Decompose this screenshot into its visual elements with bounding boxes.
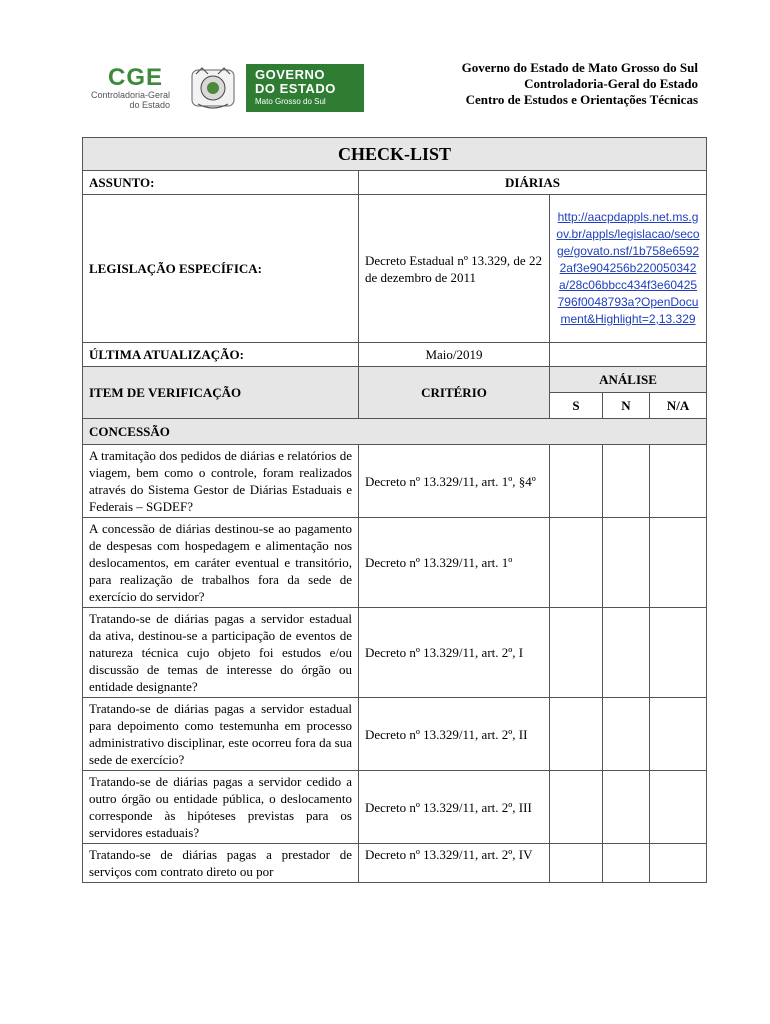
legislacao-label: LEGISLAÇÃO ESPECÍFICA: — [83, 195, 359, 343]
atualizacao-label: ÚLTIMA ATUALIZAÇÃO: — [83, 343, 359, 367]
cge-logo-line1: Controladoria-Geral — [90, 90, 170, 100]
row-check-na[interactable] — [650, 844, 707, 883]
checklist-table — [82, 137, 707, 883]
row-check-s[interactable] — [550, 698, 603, 771]
row-check-s[interactable] — [550, 608, 603, 698]
row-criterio: Decreto nº 13.329/11, art. 2º, II — [359, 698, 550, 771]
col-criterio-header: CRITÉRIO — [359, 367, 550, 419]
assunto-label: ASSUNTO: — [83, 171, 359, 195]
cge-logo-subtitle — [78, 90, 170, 110]
row-check-n[interactable] — [603, 518, 650, 608]
row-check-n[interactable] — [603, 445, 650, 518]
row-check-s[interactable] — [550, 445, 603, 518]
header-line-controladoria: Controladoria-Geral do Estado — [524, 76, 698, 91]
governo-logo — [246, 64, 364, 112]
row-check-na[interactable] — [650, 608, 707, 698]
row-check-n[interactable] — [603, 771, 650, 844]
row-check-s[interactable] — [550, 771, 603, 844]
header-line-centro: Centro de Estudos e Orientações Técnicas — [465, 92, 698, 107]
atualizacao-empty — [550, 343, 707, 367]
assunto-value: DIÁRIAS — [359, 171, 707, 195]
row-item: A concessão de diárias destinou-se ao pagamento de despesas com hospedagem e alimentação nos deslocamentos, em caráter eventual e transitório, para realização de trabalhos fora da sede de exercício do servidor? — [83, 518, 359, 608]
checklist-title: CHECK-LIST — [83, 138, 707, 171]
governo-logo-line3: Mato Grosso do Sul — [255, 97, 326, 106]
table-row — [83, 445, 707, 518]
cge-logo-abbr: CGE — [108, 64, 164, 91]
col-na-header: N/A — [650, 393, 707, 419]
row-check-n[interactable] — [603, 608, 650, 698]
col-item-header: ITEM DE VERIFICAÇÃO — [83, 367, 359, 419]
row-check-na[interactable] — [650, 518, 707, 608]
row-check-s[interactable] — [550, 518, 603, 608]
row-check-s[interactable] — [550, 844, 603, 883]
atualizacao-value: Maio/2019 — [359, 343, 550, 367]
governo-logo-line2: DO ESTADO — [255, 81, 336, 96]
section-concessao: CONCESSÃO — [83, 419, 707, 445]
table-row — [83, 518, 707, 608]
row-check-n[interactable] — [603, 698, 650, 771]
row-criterio: Decreto nº 13.329/11, art. 2º, I — [359, 608, 550, 698]
row-criterio: Decreto nº 13.329/11, art. 2º, III — [359, 771, 550, 844]
col-s-header: S — [550, 393, 603, 419]
row-check-na[interactable] — [650, 698, 707, 771]
header-line-governo: Governo do Estado de Mato Grosso do Sul — [461, 60, 698, 75]
legislacao-value: Decreto Estadual nº 13.329, de 22 de dezembro de 2011 — [359, 195, 550, 343]
row-item: Tratando-se de diárias pagas a servidor cedido a outro órgão ou entidade pública, o deslocamento corresponde às hipóteses previstas para os servidores estaduais? — [83, 771, 359, 844]
table-row — [83, 771, 707, 844]
row-item: A tramitação dos pedidos de diárias e relatórios de viagem, bem como o controle, foram realizados através do Sistema Gestor de Diárias Estaduais e Federais – SGDEF? — [83, 445, 359, 518]
row-item: Tratando-se de diárias pagas a prestador de serviços com contrato direto ou por — [83, 844, 359, 883]
row-item: Tratando-se de diárias pagas a servidor estadual da ativa, destinou-se a participação de eventos de natureza técnica cujo objeto foi estudos e/ou discussão de temas de interesse do órgão ou entidade designante? — [83, 608, 359, 698]
row-check-na[interactable] — [650, 771, 707, 844]
cge-logo — [78, 64, 178, 110]
row-criterio: Decreto nº 13.329/11, art. 1º, §4º — [359, 445, 550, 518]
governo-logo-line1: GOVERNO — [255, 67, 325, 82]
col-analise-header: ANÁLISE — [550, 367, 707, 393]
row-check-n[interactable] — [603, 844, 650, 883]
row-criterio: Decreto nº 13.329/11, art. 1º — [359, 518, 550, 608]
state-crest-icon — [188, 64, 238, 112]
table-row — [83, 844, 707, 883]
cge-logo-line2: do Estado — [129, 100, 170, 110]
legislacao-link[interactable]: http://aacpdappls.net.ms.gov.br/appls/legislacao/secoge/govato.nsf/1b758e65922af3e904256b220050342a/28c06bbcc434f3e60425796f0048793a?OpenDocument&Highlight=2,13.329 — [550, 195, 707, 343]
table-row — [83, 608, 707, 698]
row-criterio: Decreto nº 13.329/11, art. 2º, IV — [359, 844, 550, 883]
table-row — [83, 698, 707, 771]
row-check-na[interactable] — [650, 445, 707, 518]
col-n-header: N — [603, 393, 650, 419]
header-institution — [462, 60, 698, 108]
row-item: Tratando-se de diárias pagas a servidor estadual para depoimento como testemunha em processo administrativo disciplinar, este ocorreu fora da sua sede de exercício? — [83, 698, 359, 771]
